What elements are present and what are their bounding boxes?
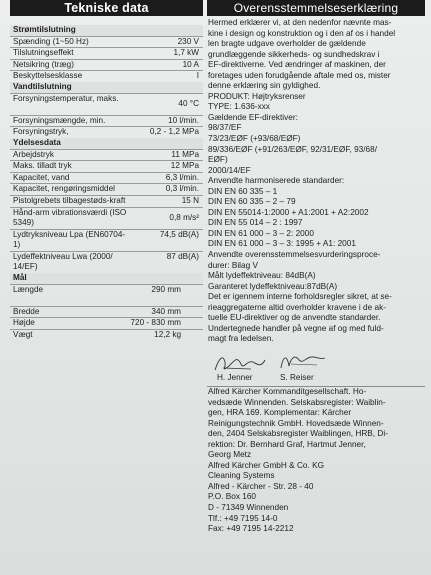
technical-data-header: Tekniske data — [10, 0, 203, 16]
spec-row — [10, 306, 203, 318]
spec-value: 11 MPa — [171, 149, 199, 159]
spec-value: 12,2 kg — [154, 330, 181, 340]
spec-row — [10, 47, 203, 59]
spec-value: 0,3 l/min. — [165, 184, 199, 194]
spec-row — [10, 284, 203, 306]
text-line: Gældende EF-direktiver: — [208, 112, 298, 122]
spec-label: Forsyningsmængde, min. — [13, 115, 106, 125]
text-line: 98/37/EF — [208, 123, 242, 133]
signatures — [207, 348, 425, 384]
spec-label: Arbejdstryk — [13, 149, 54, 159]
spec-value: 40 °C — [178, 98, 199, 108]
spec-row — [10, 183, 203, 195]
text-line: Garanteret lydeffektniveau:87dB(A) — [208, 281, 338, 291]
spec-value: 12 MPa — [170, 161, 199, 171]
section-title: Mål — [10, 273, 203, 284]
text-line: DIN EN 60 335 – 1 — [208, 186, 278, 196]
spec-label: Bredde — [13, 306, 40, 316]
text-line: Alfred Kärcher Kommanditgesellschaft. Ho- — [208, 386, 367, 396]
text-line: Undertegnede handler på vegne af og med fuld- — [208, 323, 384, 333]
text-line: DIN EN 61 000 – 3 – 2: 2000 — [208, 228, 314, 238]
text-line: DIN EN 61 000 – 3 – 3: 1995 + A1: 2001 — [208, 239, 356, 249]
text-line: foretages uden forudgående aftale med os, mister — [208, 70, 391, 80]
spec-value: 6,3 l/min. — [165, 172, 199, 182]
declaration-text — [207, 18, 425, 345]
spec-label: Lydtryksniveau Lpa (EN60704-1) — [13, 229, 126, 250]
spec-label: Kapacitet, vand — [13, 172, 70, 182]
section-title: Vandtilslutning — [10, 82, 203, 93]
spec-row — [10, 317, 203, 329]
text-line: DIN EN 55 014 – 2 : 1997 — [208, 218, 303, 228]
text-line: rektion: Dr. Bernhard Graf, Hartmut Jenner, — [208, 439, 366, 449]
spec-label: Højde — [13, 318, 35, 328]
text-line: EØF) — [208, 155, 228, 165]
spec-value: 0,8 m/s² — [169, 212, 199, 222]
text-line: durer: Bilag V — [208, 260, 258, 270]
spec-label: Forsyningstryk, — [13, 127, 69, 137]
spec-label: Længde — [13, 284, 44, 294]
spec-row — [10, 149, 203, 161]
spec-value: 10 A — [182, 59, 199, 69]
spec-row — [10, 36, 203, 48]
text-line: Fax: +49 7195 14-2212 — [208, 524, 294, 534]
text-line: 73/23/EØF (+93/68/EØF) — [208, 134, 301, 144]
declaration-header: Overensstemmelseserklæring — [207, 0, 425, 16]
text-line: TYPE: 1.636-xxx — [208, 102, 270, 112]
text-line: Anvendte overensstemmelsesvurderingsproce- — [208, 250, 381, 260]
spec-label: Lydeffektniveau Lwa (2000/ 14/EF) — [13, 251, 113, 272]
spec-label: Pistolgrebets tilbagestøds-kraft — [13, 195, 126, 205]
spec-label: Maks. tilladt tryk — [13, 161, 72, 171]
text-line: D - 71349 Winnenden — [208, 502, 289, 512]
text-line: Alfred - Kärcher - Str. 28 - 40 — [208, 481, 314, 491]
spec-value: 230 V — [177, 36, 199, 46]
text-line: magt fra ledelsen. — [208, 334, 274, 344]
spec-value: 0,2 - 1,2 MPa — [149, 127, 199, 137]
spec-label: Tilslutningseffekt — [13, 48, 74, 58]
spec-row — [10, 251, 203, 273]
signatory-reiser: S. Reiser — [280, 372, 314, 382]
text-line: Hermed erklærer vi, at den nedenfor nævnte mas- — [208, 18, 392, 27]
spec-value: I — [196, 71, 199, 81]
spec-row — [10, 160, 203, 172]
spec-value: 290 mm — [151, 284, 181, 294]
signatory-jenner: H. Jenner — [217, 372, 253, 382]
text-line: tuelle EU-direktiver og de anvendte standarder. — [208, 313, 381, 323]
text-line: Alfred Kärcher GmbH & Co. KG — [208, 460, 324, 470]
text-line: Tlf.: +49 7195 14-0 — [208, 513, 278, 523]
text-line: DIN EN 60 335 – 2 – 79 — [208, 197, 296, 207]
text-line: Cleaning Systems — [208, 471, 275, 481]
text-line: vedsæde Winnenden. Selskabsregister: Waiblin- — [208, 397, 386, 407]
spec-value: 87 dB(A) — [166, 251, 199, 261]
spec-label: Forsyningstemperatur, maks. — [13, 93, 119, 103]
text-line: gen, HRA 169. Komplementar: Kärcher — [208, 408, 352, 418]
spec-row — [10, 115, 203, 127]
text-line: 89/336/EØF (+91/263/EØF, 92/31/EØF, 93/68/ — [208, 144, 378, 154]
text-line: Georg Metz — [208, 450, 252, 460]
text-line: Reinigungstechnik GmbH. Hovedsæde Winnen- — [208, 418, 384, 428]
text-line: Anvendte harmoniserede standarder: — [208, 176, 345, 186]
spec-value: 10 l/min. — [168, 115, 199, 125]
text-line: grundlæggende sikkerheds- og sundhedskrav i — [208, 49, 380, 59]
text-line: P.O. Box 160 — [208, 492, 257, 502]
spec-row — [10, 195, 203, 207]
spec-value: 74,5 dB(A) — [159, 229, 199, 239]
text-line: EF-direktiverne. Ved ændringer af maskinen, der — [208, 60, 386, 70]
text-line: Målt lydeffektniveau: 84dB(A) — [208, 271, 316, 281]
spec-row — [10, 59, 203, 71]
section-title: Strømtilslutning — [10, 25, 203, 36]
spec-value: 720 - 830 mm — [130, 318, 181, 328]
spec-row — [10, 229, 203, 251]
text-line: DIN EN 55014-1:2000 + A1:2001 + A2:2002 — [208, 207, 369, 217]
text-line: denne erklæring sin gyldighed. — [208, 81, 321, 91]
declaration-column — [207, 0, 425, 535]
text-line: rieaggregaterne altid overholder kravene i de ak- — [208, 302, 386, 312]
spec-label: Spænding (1~50 Hz) — [13, 36, 89, 46]
text-line: PRODUKT: Højtryksrenser — [208, 91, 306, 101]
spec-label: Beskyttelsesklasse — [13, 71, 83, 81]
spec-label: Hånd-arm vibrationsværdi (ISO 5349) — [13, 207, 127, 228]
text-line: den, 2404 Selskabsregister Waiblingen, HRB, Di- — [208, 429, 388, 439]
spec-value: 15 N — [181, 195, 199, 205]
technical-data-column — [10, 0, 203, 341]
spec-row — [10, 172, 203, 184]
text-line: kine i design og konstruktion og i den af os i handel — [208, 28, 396, 38]
spec-row — [10, 93, 203, 115]
spec-label: Kapacitet, rengøringsmiddel — [13, 184, 115, 194]
handwritten-signatures — [207, 348, 357, 376]
spec-value: 1,7 kW — [173, 48, 199, 58]
company-info — [207, 386, 425, 535]
spec-label: Netsikring (træg) — [13, 59, 74, 69]
spec-value: 340 mm — [151, 306, 181, 316]
text-line: Det er igennem interne forholdsregler sikret, at se- — [208, 292, 392, 302]
text-line: 2000/14/EF — [208, 165, 251, 175]
spec-row — [10, 207, 203, 229]
text-line: len bragte udgave overholder de gældende — [208, 39, 366, 49]
spec-row — [10, 70, 203, 82]
spec-label: Vægt — [13, 330, 33, 340]
spec-row — [10, 126, 203, 138]
section-title: Ydelsesdata — [10, 138, 203, 149]
spec-row — [10, 329, 203, 341]
spec-table — [10, 25, 203, 341]
